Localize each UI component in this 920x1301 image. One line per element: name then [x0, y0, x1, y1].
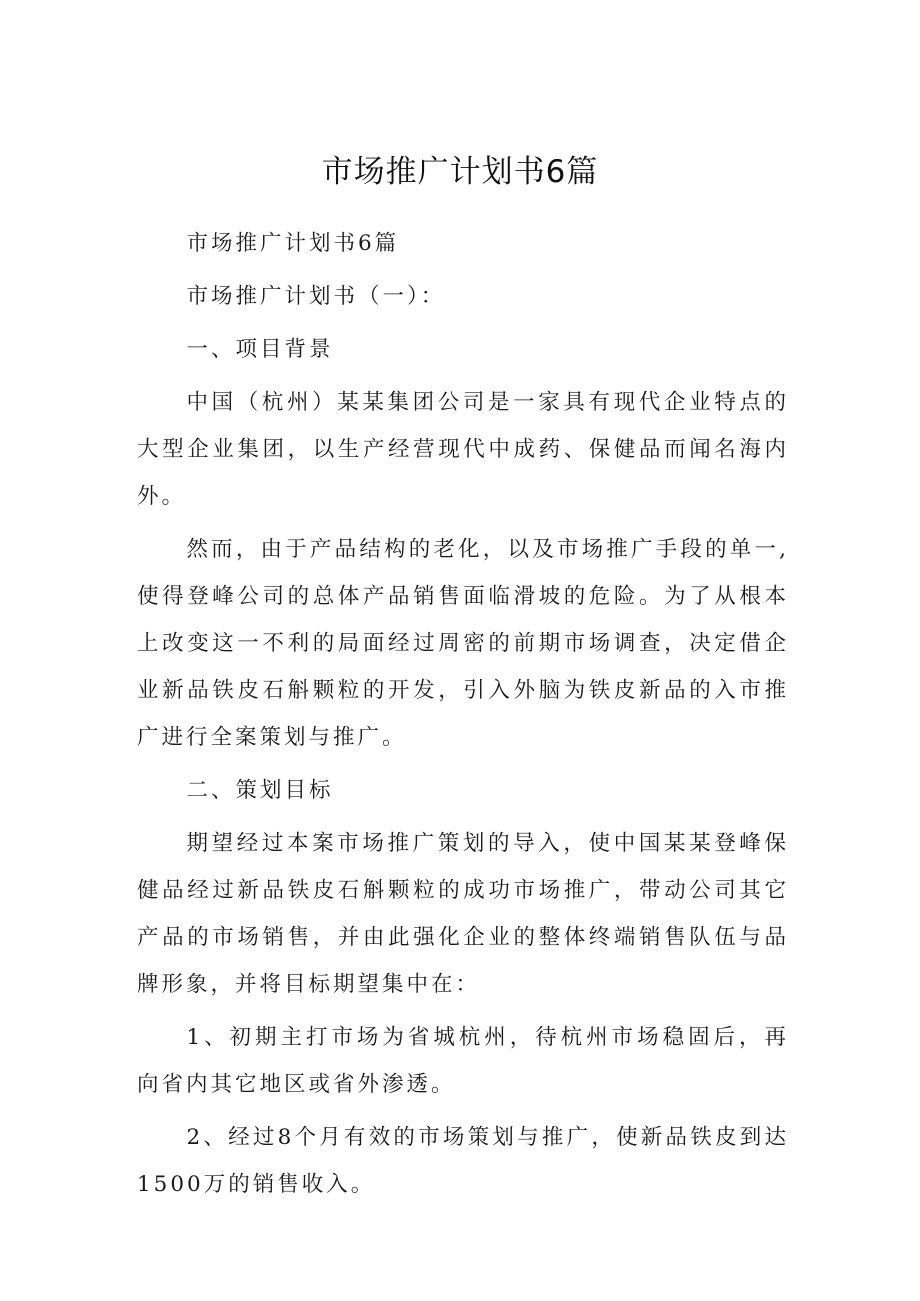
heading-project-background: 一、项目背景: [186, 337, 334, 362]
document-body: [137, 220, 789, 1214]
goal-item-2: 2、经过8个月有效的市场策划与推广，使新品铁皮到达1500万的销售收入。: [137, 1125, 789, 1197]
section-heading-plan-one: 市场推广计划书（一）：: [186, 284, 446, 309]
paragraph-market-situation: 然而，由于产品结构的老化，以及市场推广手段的单一,使得登峰公司的总体产品销售面临滑坡的危险。为了从根本上改变这一不利的局面经过周密的前期市场调查，决定借企业新品铁皮石斛颗粒的开发，引入外脑为铁皮新品的入市推广进行全案策划与推广。: [137, 537, 789, 750]
intro-heading: 市场推广计划书6篇: [186, 231, 400, 256]
paragraph-goals-overview: 期望经过本案市场推广策划的导入，使中国某某登峰保健品经过新品铁皮石斛颗粒的成功市场推广，带动公司其它产品的市场销售，并由此强化企业的整体终端销售队伍与品牌形象，并将目标期望集中在：: [137, 831, 789, 997]
paragraph-company-intro: 中国（杭州）某某集团公司是一家具有现代企业特点的大型企业集团，以生产经营现代中成药、保健品而闻名海内外。: [137, 390, 789, 509]
document-title: 市场推广计划书6篇: [321, 154, 599, 190]
heading-planning-goals: 二、策划目标: [186, 778, 334, 803]
goal-item-1: 1、初期主打市场为省城杭州，待杭州市场稳固后，再向省内其它地区或省外渗透。: [137, 1025, 789, 1097]
